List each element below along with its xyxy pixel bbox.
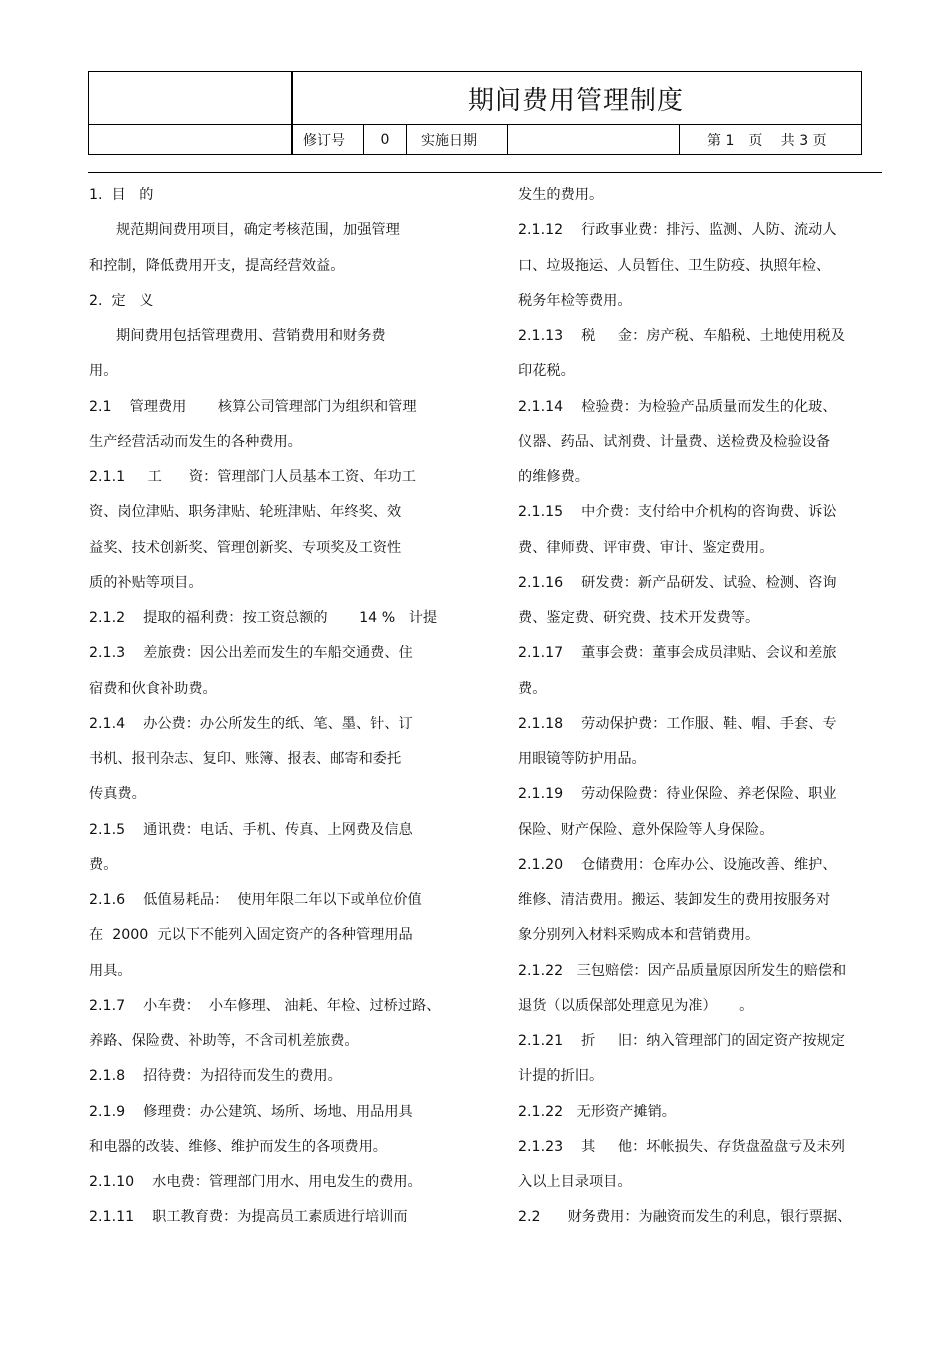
text-line: 印花税。 (518, 363, 575, 380)
text-line: 计提的折旧。 (518, 1068, 604, 1085)
text-line: 用具。 (89, 962, 132, 979)
effective-date-label: 实施日期 (421, 132, 477, 149)
text-line: 仪器、药品、试剂费、计量费、送检费及检验设备 (518, 433, 831, 450)
text-line: 2.1.9 修理费：办公建筑、场所、场地、用品用具 (89, 1103, 413, 1120)
text-line: 在 2000 元以下不能列入固定资产的各种管理用品 (89, 927, 413, 944)
document-title: 期间费用管理制度 (467, 85, 684, 116)
text-line: 养路、保险费、补助等，不含司机差旅费。 (89, 1033, 359, 1049)
page-info: 第 1 页 共 3 页 (707, 132, 827, 149)
text-line: 2.1.18 劳动保护费：工作服、鞋、帽、手套、专 (518, 715, 837, 732)
text-line: 和电器的改装、维修、维护而发生的各项费用。 (89, 1138, 387, 1155)
text-line: 规范期间费用项目，确定考核范围，加强管理 (89, 222, 400, 239)
text-line: 象分别列入材料采购成本和营销费用。 (518, 927, 760, 944)
text-line: 税务年检等费用。 (518, 292, 632, 309)
header-cell-divider (507, 125, 508, 154)
text-line: 的维修费。 (518, 469, 589, 485)
document-header-table (88, 71, 862, 155)
text-line: 2.1.23 其 他：坏帐损失、存货盘盈盘亏及未列 (518, 1138, 845, 1155)
text-line: 生产经营活动而发生的各种费用。 (89, 433, 302, 450)
effective-date-value (514, 125, 674, 154)
header-cell-divider (679, 125, 680, 154)
text-line: 书机、报刊杂志、复印、账簿、报表、邮寄和委托 (89, 751, 402, 767)
text-line: 2.1.5 通讯费：电话、手机、传真、上网费及信息 (89, 821, 413, 838)
text-line: 2.1.12 行政事业费：排污、监测、人防、流动人 (518, 222, 837, 239)
text-line: 2.1.1 工 资：管理部门人员基本工资、年功工 (89, 469, 416, 485)
text-line: 2.1.13 税 金：房产税、车船税、土地使用税及 (518, 328, 845, 344)
right-column (518, 182, 863, 1240)
text-line: 2.1.2 提取的福利费：按工资总额的 14 % 计提 (89, 610, 438, 626)
text-line: 保险、财产保险、意外保险等人身保险。 (518, 821, 774, 838)
text-line: 2.1.4 办公费：办公所发生的纸、笔、墨、针、订 (89, 715, 413, 732)
header-cell-divider (406, 125, 407, 154)
text-line: 2.2 财务费用：为融资而发生的利息，银行票据、 (518, 1209, 852, 1226)
text-line: 2.1.16 研发费：新产品研发、试验、检测、咨询 (518, 574, 837, 591)
text-line: 维修、清洁费用。搬运、装卸发生的费用按服务对 (518, 892, 831, 908)
left-column (89, 182, 449, 1240)
text-line: 2.1.8 招待费：为招待而发生的费用。 (89, 1068, 342, 1085)
text-line: 1. 目 的 (89, 187, 154, 203)
text-line: 口、垃圾拖运、人员暂住、卫生防疫、执照年检、 (518, 257, 831, 274)
text-line: 2.1.7 小车费： 小车修理、 油耗、年检、过桥过路、 (89, 997, 441, 1014)
text-line: 2.1.22 三包赔偿：因产品质量原因所发生的赔偿和 (518, 962, 847, 979)
revision-value: 0 (380, 131, 390, 148)
text-line: 2.1.3 差旅费：因公出差而发生的车船交通费、住 (89, 645, 413, 662)
text-line: 2.1.10 水电费：管理部门用水、用电发生的费用。 (89, 1174, 422, 1190)
text-line: 入以上目录项目。 (518, 1174, 632, 1190)
text-line: 发生的费用。 (518, 187, 604, 203)
text-line: 宿费和伙食补助费。 (89, 680, 217, 697)
text-line: 2.1.21 折 旧：纳入管理部门的固定资产按规定 (518, 1033, 845, 1049)
text-line: 费。 (518, 680, 547, 697)
text-line: 用眼镜等防护用品。 (518, 751, 646, 767)
text-line: 益奖、技术创新奖、管理创新奖、专项奖及工资性 (89, 539, 402, 556)
text-line: 传真费。 (89, 786, 146, 803)
text-line: 资、岗位津贴、职务津贴、轮班津贴、年终奖、效 (89, 504, 402, 521)
text-line: 费、鉴定费、研究费、技术开发费等。 (518, 610, 760, 626)
text-line: 2.1.22 无形资产摊销。 (518, 1103, 676, 1120)
revision-label: 修订号 (303, 132, 345, 149)
text-line: 退货（以质保部处理意见为准） 。 (518, 997, 754, 1014)
text-line: 2.1.20 仓储费用：仓库办公、设施改善、维护、 (518, 856, 837, 873)
text-line: 2.1.15 中介费：支付给中介机构的咨询费、诉讼 (518, 504, 837, 521)
header-rule (88, 172, 882, 173)
text-line: 质的补贴等项目。 (89, 574, 203, 591)
text-line: 2.1.11 职工教育费：为提高员工素质进行培训而 (89, 1209, 408, 1226)
text-line: 期间费用包括管理费用、营销费用和财务费 (89, 328, 386, 344)
text-line: 费、律师费、评审费、审计、鉴定费用。 (518, 539, 774, 556)
text-line: 2. 定 义 (89, 292, 154, 309)
text-line: 2.1.14 检验费：为检验产品质量而发生的化玻、 (518, 398, 837, 415)
text-line: 费。 (89, 856, 118, 873)
text-line: 用。 (89, 363, 118, 380)
text-line: 和控制，降低费用开支，提高经营效益。 (89, 257, 345, 274)
text-line: 2.1.19 劳动保险费：待业保险、养老保险、职业 (518, 786, 837, 803)
text-line: 2.1.6 低值易耗品： 使用年限二年以下或单位价值 (89, 892, 422, 908)
text-line: 2.1 管理费用 核算公司管理部门为组织和管理 (89, 398, 417, 415)
text-line: 2.1.17 董事会费：董事会成员津贴、会议和差旅 (518, 645, 837, 662)
